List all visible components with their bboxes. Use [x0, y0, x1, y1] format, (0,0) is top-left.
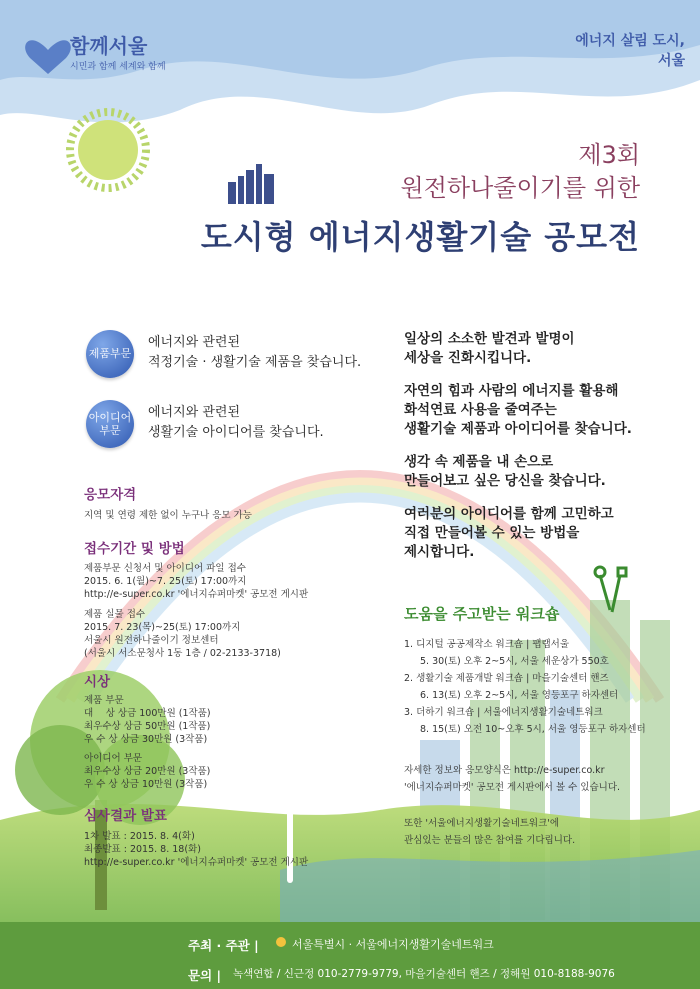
text-line: 최우수상 상금 50만원 (1작품) — [84, 721, 211, 732]
host-text: 서울특별시 · 서울에너지생활기술네트워크 — [292, 938, 494, 951]
badge-label: 아이디어 — [88, 410, 132, 424]
contact-label: 문의 | — [188, 968, 222, 983]
category-line: 적정기술 · 생활기술 제품을 찾습니다. — [148, 355, 362, 370]
text-line: 1차 발표 : 2015. 8. 4(화) — [84, 831, 195, 842]
header-right-logo — [575, 30, 685, 70]
section-text — [84, 562, 384, 660]
text-line: 2015. 6. 1(월)~7. 25(토) 17:00까지 — [84, 576, 247, 587]
text-line: 최우수상 상금 20만원 (3작품) — [84, 766, 211, 777]
workshop-item-detail: 6. 13(토) 오후 2~5시, 서울 영등포구 하자센터 — [420, 690, 619, 701]
text-line: 2015. 7. 23(목)~25(토) 17:00까지 — [84, 622, 241, 633]
category-line: 에너지와 관련된 — [148, 335, 241, 350]
paragraph — [404, 330, 694, 368]
text-line: 최종발표 : 2015. 8. 18(화) — [84, 844, 201, 855]
text-line: 세상을 진화시킵니다. — [404, 350, 532, 366]
text-line: 우 수 상 상금 10만원 (3작품) — [84, 779, 208, 790]
section-text — [84, 830, 384, 869]
title-round: 제3회 — [578, 141, 640, 169]
text-line: 우 수 상 상금 30만원 (3작품) — [84, 734, 208, 745]
paragraph — [404, 453, 694, 491]
text-line: 아이디어 부문 — [84, 753, 143, 764]
category-badge — [86, 330, 134, 378]
page-title: 도시형 에너지생활기술 공모전 — [200, 218, 640, 256]
text-line: 만들어보고 싶은 당신을 찾습니다. — [404, 473, 606, 489]
text-line: 제품부문 신청서 및 아이디어 파일 접수 — [84, 563, 246, 574]
text-line: 제시합니다. — [404, 544, 475, 560]
category-line: 생활기술 아이디어를 찾습니다. — [148, 425, 324, 440]
text-line: 서울시 원전하나줄이기 정보센터 — [84, 635, 219, 646]
result-section — [84, 804, 384, 869]
section-title: 심사결과 발표 — [84, 808, 167, 824]
intro-paragraphs — [404, 330, 694, 562]
category-line: 에너지와 관련된 — [148, 405, 241, 420]
logo-subtext: 시민과 함께 세계와 함께 — [70, 62, 166, 72]
workshop-item-detail: 5. 30(토) 오후 2~5시, 서울 세운상가 550호 — [420, 656, 609, 667]
seoul-logo-icon — [276, 937, 286, 947]
paragraph — [404, 382, 694, 439]
badge-label: 제품부문 — [88, 347, 132, 361]
section-text: 지역 및 연령 제한 없이 누구나 응모 가능 — [84, 510, 252, 521]
workshop-item: 2. 생활기술 제품개발 워크숍 | 마을기술센터 핸즈 — [404, 673, 609, 684]
footer-bar — [0, 922, 700, 989]
paragraph — [404, 505, 694, 562]
logo-text: 함께서울 — [70, 34, 148, 58]
category-badge — [86, 400, 134, 448]
section-title: 시상 — [84, 674, 111, 690]
text-line: 관심있는 분들의 많은 참여를 기다립니다. — [404, 835, 576, 846]
text-line: 여러분의 아이디어를 함께 고민하고 — [404, 506, 614, 522]
category-description — [148, 333, 361, 373]
text-line: (서울시 서소문청사 1동 1층 / 02-2133-3718) — [84, 648, 281, 659]
workshop-list — [404, 636, 694, 738]
workshop-item: 1. 디지털 공공제작소 워크숍 | 팹랩서울 — [404, 639, 570, 650]
workshop-item-detail: 8. 15(토) 오전 10~오후 5시, 서울 영등포구 하자센터 — [420, 724, 646, 735]
text-line: http://e-super.co.kr '에너지슈퍼마켓' 공모전 게시판 — [84, 589, 309, 600]
text-line: 제품 실물 접수 — [84, 609, 146, 620]
award-section — [84, 670, 384, 791]
header-left-logo — [70, 30, 166, 72]
workshop-item: 3. 더하기 워크숍 | 서울에너지생활기술네트워크 — [404, 707, 603, 718]
category-description — [148, 403, 324, 443]
text-line: 직접 만들어볼 수 있는 방법을 — [404, 525, 580, 541]
text-line: 자연의 힘과 사람의 에너지를 활용해 — [404, 383, 619, 399]
text-line: 화석연료 사용을 줄여주는 — [404, 402, 557, 418]
text-line: 생활기술 제품과 아이디어를 찾습니다. — [404, 421, 632, 437]
participation-text — [404, 815, 694, 849]
workshop-title: 도움을 주고받는 워크숍 — [404, 605, 560, 623]
contact-text: 녹색연합 / 신근정 010-2779-9779, 마을기술센터 핸즈 / 정해원 010-8188-9076 — [233, 968, 615, 980]
period-section — [84, 537, 384, 660]
text-line: '에너지슈퍼마켓' 공모전 게시판에서 볼 수 있습니다. — [404, 782, 621, 793]
text-line: 대 상 상금 100만원 (1작품) — [84, 708, 211, 719]
section-title: 응모자격 — [84, 487, 137, 503]
text-line: 일상의 소소한 발견과 발명이 — [404, 331, 575, 347]
text-line: 자세한 정보와 응모양식은 http://e-super.co.kr — [404, 765, 605, 776]
text-line: http://e-super.co.kr '에너지슈퍼마켓' 공모전 게시판 — [84, 857, 309, 868]
section-title: 접수기간 및 방법 — [84, 541, 185, 557]
text-line: 제품 부문 — [84, 695, 124, 706]
text-line: 또한 '서울에너지생활기술네트워크'에 — [404, 818, 560, 829]
badge-label: 부문 — [99, 424, 121, 437]
text-line: 생각 속 제품을 내 손으로 — [404, 454, 554, 470]
eligibility-section — [84, 483, 384, 522]
title-subtitle: 원전하나줄이기를 위한 — [400, 174, 640, 202]
logo-text: 에너지 살림 도시, 서울 — [575, 33, 685, 69]
host-label: 주최 · 주관 | — [188, 938, 259, 953]
info-text — [404, 762, 694, 796]
section-text — [84, 694, 384, 791]
